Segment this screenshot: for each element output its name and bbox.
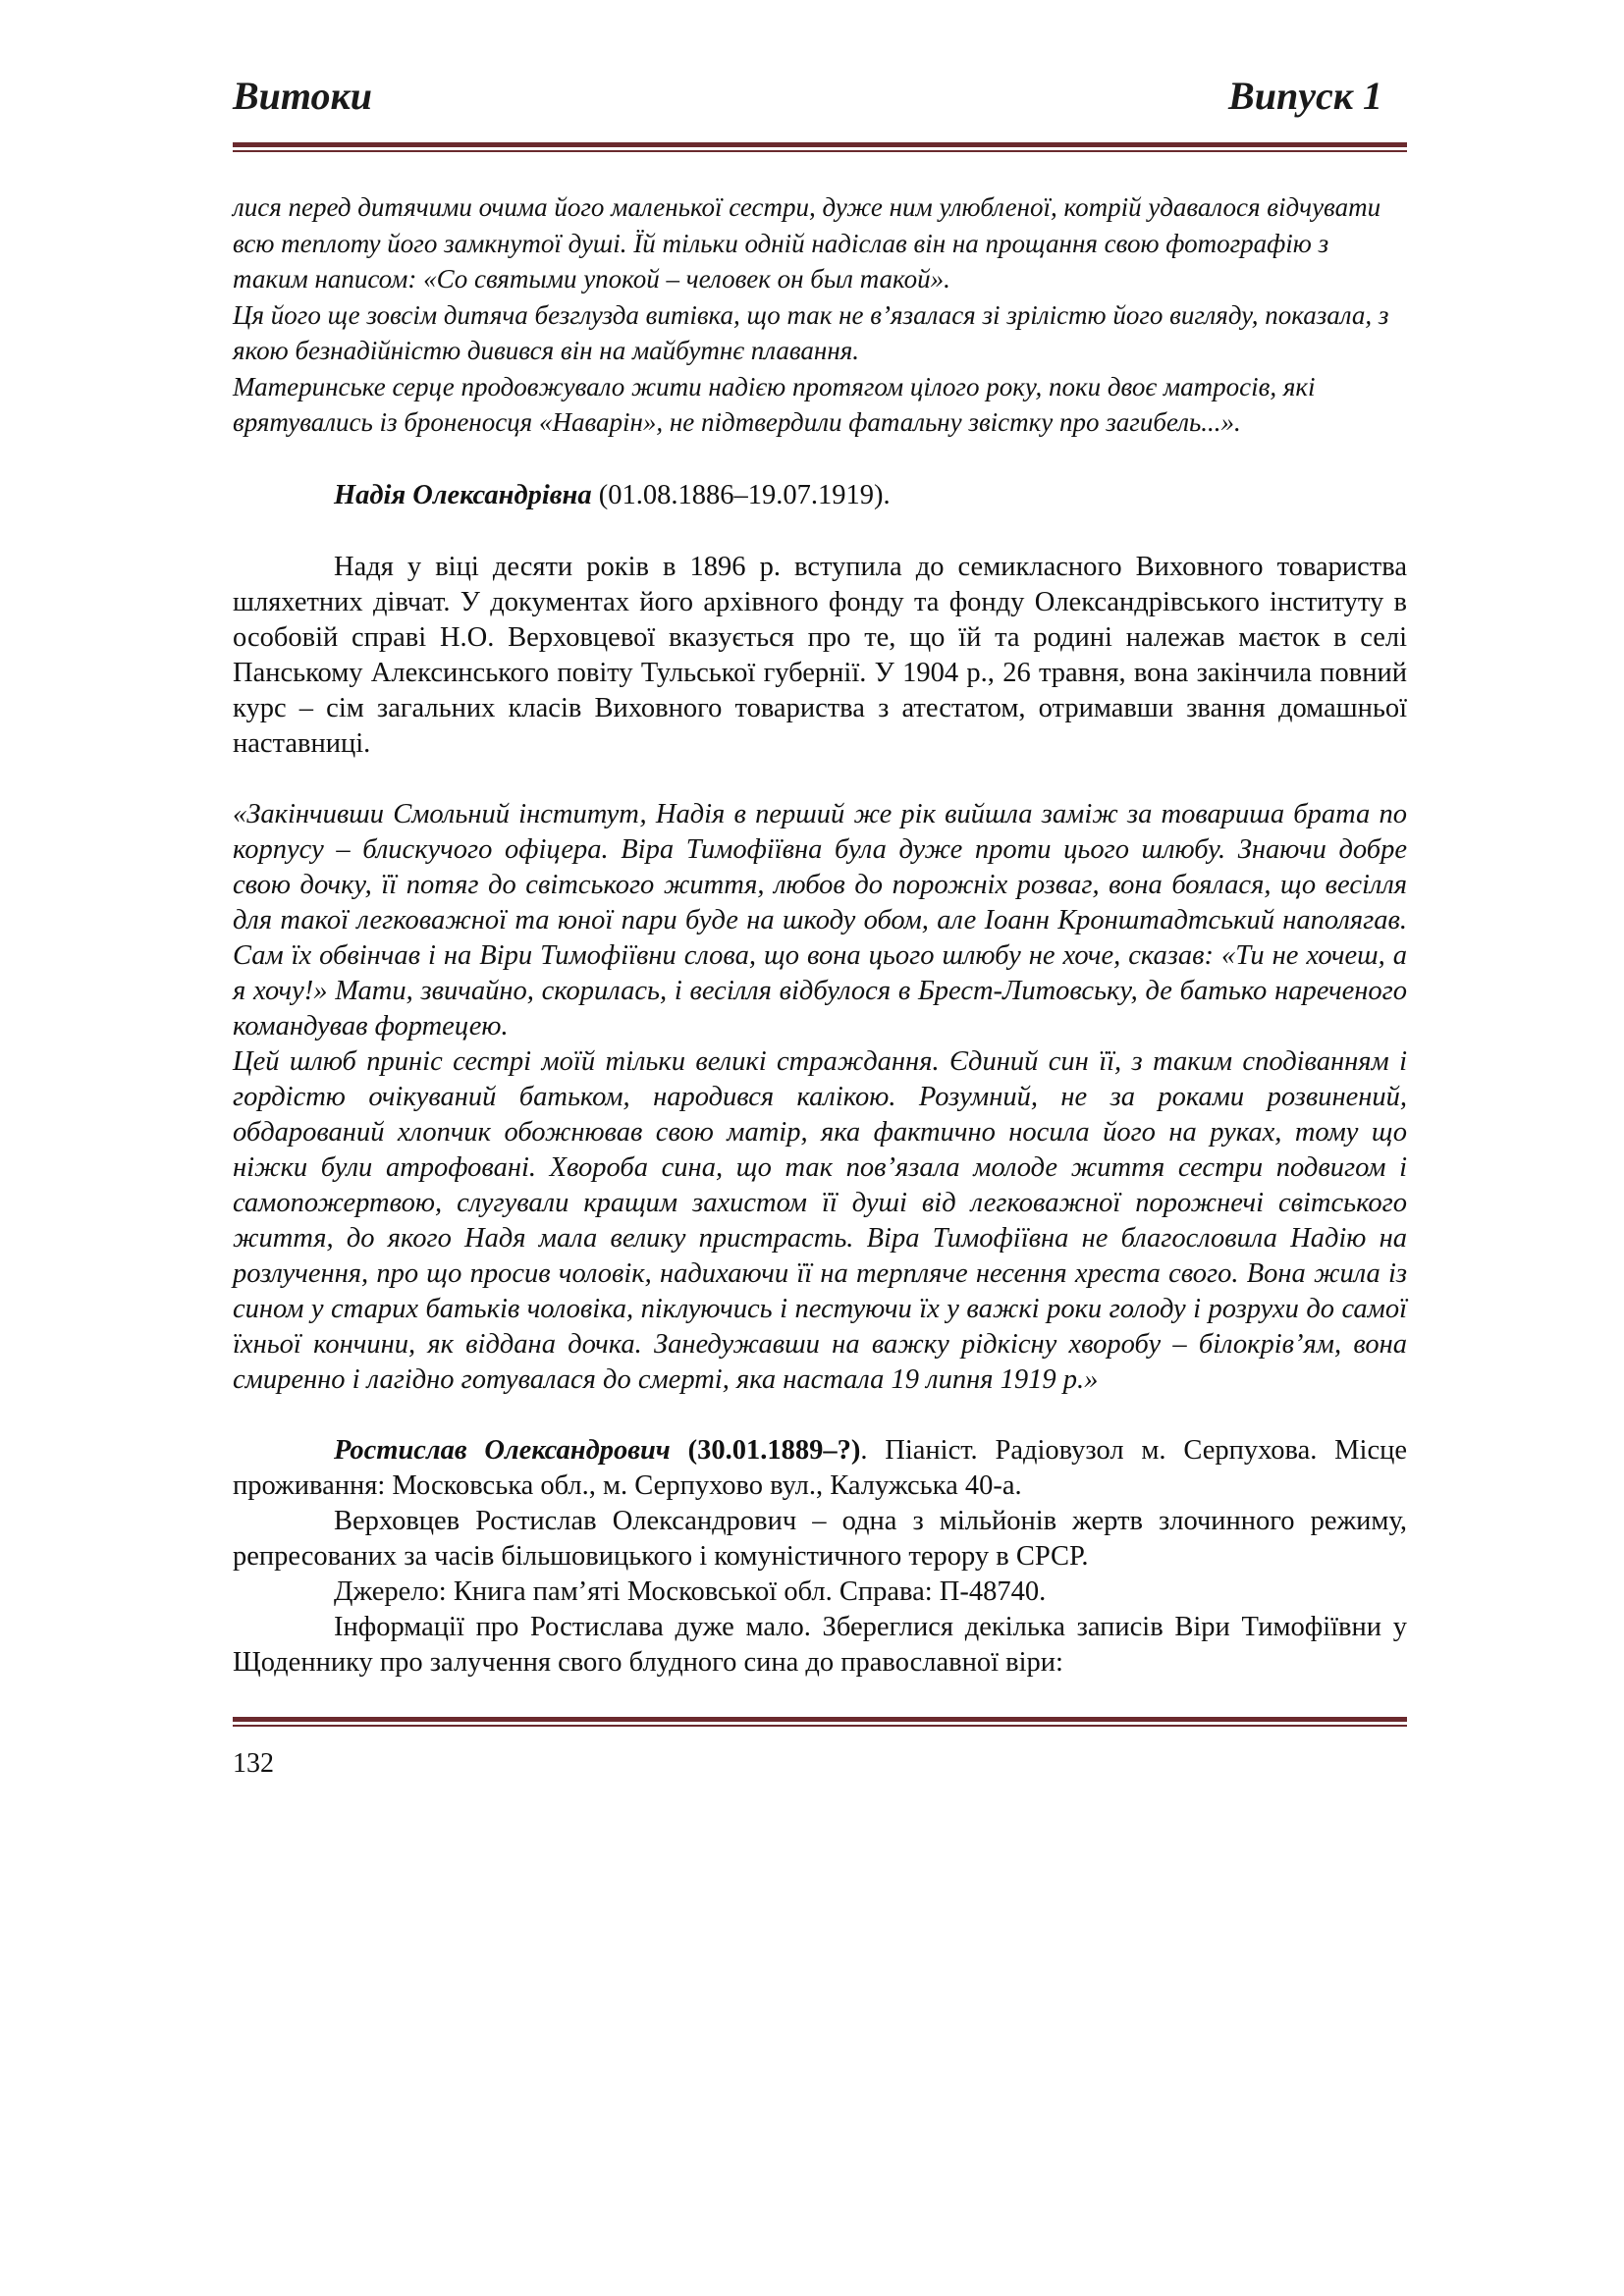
nadia-name: Надія Олександрівна	[334, 479, 592, 510]
rostyslav-info: . Піаніст. Радіовузол м. Серпухова. Місце проживання: Московська обл., м. Серпухово вул., Калужська 40-а.	[233, 1434, 1407, 1501]
quote-paragraph: «Закінчивши Смольний інститут, Надія в перший же рік вийшла заміж за товариша брата по корпусу – блискучого офіцера. Віра Тимофіївна була дуже проти цього шлюбу. Знаючи добре свою дочку, її потяг до світського життя, любов до порожніх розваг, вона боялася, що весілля для такої легковажної та юної пари буде на шкоду обом, але Іоанн Кронштадтський наполягав. Сам їх обвінчав і на Віри Тимофіївни слова, що вона цього шлюбу не хоче, сказав: «Ти не хочеш, а я хочу!» Мати, звичайно, скорилась, і весілля відбулося в Брест-Литовську, де батько нареченого командував фортецею.	[233, 798, 1407, 1041]
footer-rule	[233, 1717, 1407, 1727]
nadia-paragraph: Надя у віці десяти років в 1896 р. вступила до семикласного Виховного товариства шляхетних дівчат. У документах його архівного фонду та фонду Олександрівського інституту в особовій справі Н.О. Верховцевої вказується про те, що їй та родині належав маєток в селі Панському Алексинського повіту Тульської губернії. У 1904 р., 26 травня, вона закінчила повний курс – сім загальних класів Виховного товариства з атестатом, отримавши звання домашньої наставниці.	[233, 551, 1407, 759]
rostyslav-paragraph: Інформації про Ростислава дуже мало. Збереглися декілька записів Віри Тимофіївни у Щоденнику про залучення свого блудного сина до православної віри:	[233, 1611, 1407, 1678]
issue-number: Випуск 1	[1228, 74, 1382, 118]
quote-paragraph: лися перед дитячими очима його маленької сестри, дуже ним улюбленої, котрій удавалося відчувати всю теплоту його замкнутої душі. Їй тільки одній надіслав він на прощання свою фотографію з таким написом: «Со святыми упокой – человек он был такой».	[233, 192, 1381, 294]
header-rule	[233, 142, 1407, 152]
rostyslav-heading	[233, 1433, 1407, 1504]
quote-paragraph: Цей шлюб приніс сестрі моїй тільки великі страждання. Єдиний син її, з таким сподіванням і гордістю очікуваний батьком, народився калікою. Розумний, не за роками розвинений, обдарований хлопчик обожнював свою матір, яка фактично носила його на руках, тому що ніжки були атрофовані. Хвороба сина, що так пов’язала молоде життя сестри подвигом і самопожертвою, слугували кращим захистом її душі від легковажної порожнечі світського життя, до якого Надя мала велику пристрасть. Віра Тимофіївна не благословила Надію на розлучення, про що просив чоловік, надихаючи її на терпляче несення хреста свого. Вона жила із сином у старих батьків чоловіка, піклуючись і пестуючи їх у важкі роки голоду і розрухи до самої їхньої кончини, як віддана дочка. Занедужавши на важку рідкісну хворобу – білокрів’ям, вона смиренно і лагідно готувалася до смерті, яка настала 19 липня 1919 р.»	[233, 1045, 1407, 1395]
rostyslav-source: Джерело: Книга пам’яті Московської обл. Справа: П-48740.	[334, 1575, 1047, 1607]
nadia-heading	[233, 478, 1407, 513]
rostyslav-name: Ростислав Олександрович	[334, 1434, 671, 1466]
nadia-dates: (01.08.1886–19.07.1919).	[591, 479, 891, 510]
intro-quote	[233, 189, 1407, 441]
journal-title: Витоки	[233, 74, 373, 118]
page-number: 132	[233, 1748, 274, 1779]
rostyslav-dates: (30.01.1889–?)	[670, 1434, 861, 1466]
rostyslav-paragraph: Верховцев Ростислав Олександрович – одна з мільйонів жертв злочинного режиму, репресованих за часів більшовицького і комуністичного терору в СРСР.	[233, 1505, 1407, 1572]
quote-paragraph: Ця його ще зовсім дитяча безглузда витівка, що так не в’язалася зі зрілістю його вигляду, показала, з якою безнадійністю дивився він на майбутнє плавання.	[233, 299, 1389, 365]
quote-paragraph: Материнське серце продовжувало жити надією протягом цілого року, поки двоє матросів, які врятувались із броненосця «Наварін», не підтвердили фатальну звістку про загибель...».	[233, 371, 1316, 437]
page-body	[233, 189, 1407, 1681]
nadia-quote	[233, 797, 1407, 1398]
